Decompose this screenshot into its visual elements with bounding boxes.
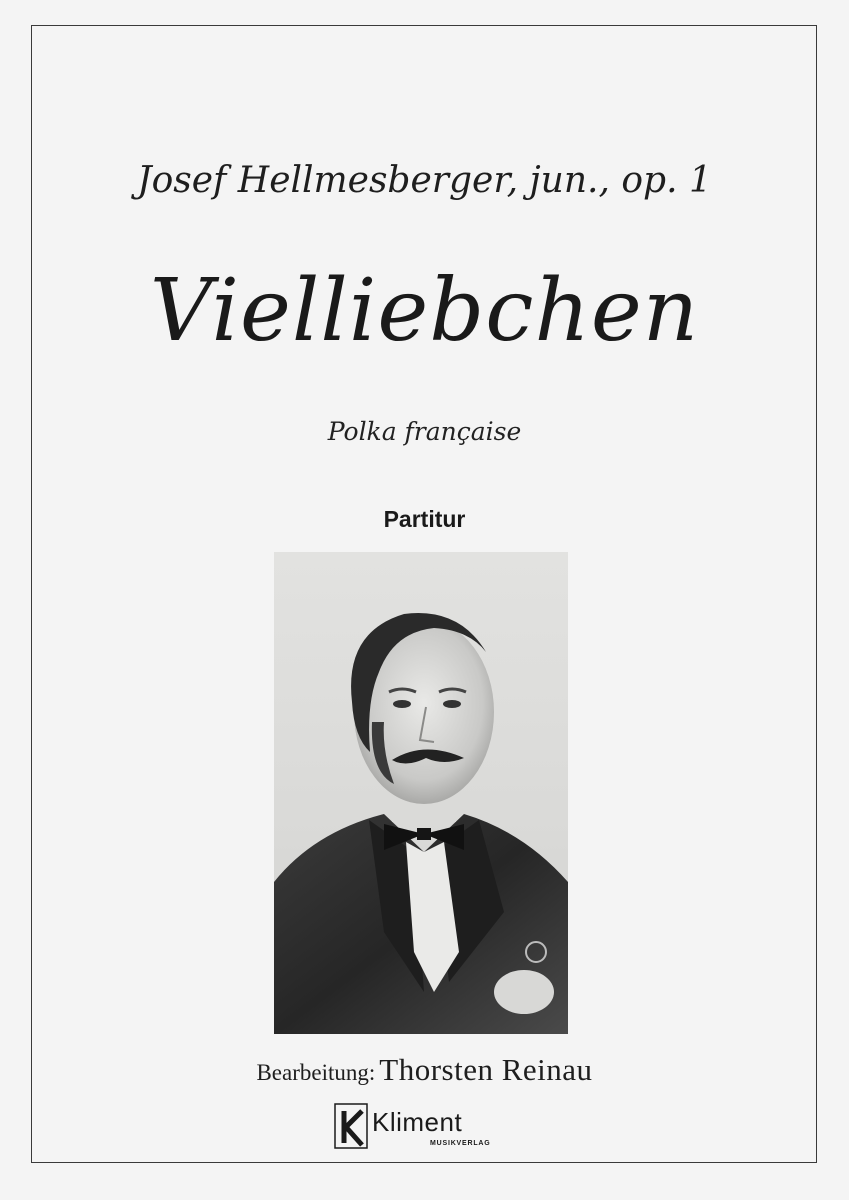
arranger-name: Thorsten Reinau — [379, 1052, 593, 1087]
score-label: Partitur — [383, 506, 466, 532]
arrangement-label: Bearbeitung: — [256, 1060, 376, 1085]
work-subtitle: Polka française — [327, 417, 522, 446]
work-title: Vielliebchen — [149, 261, 700, 361]
arrangement-credit — [0, 1052, 849, 1088]
publisher-name: Kliment — [372, 1107, 463, 1137]
publisher-tagline: MUSIKVERLAG — [430, 1140, 491, 1147]
composer-portrait-photo — [274, 552, 568, 1034]
kliment-k-logo-icon — [334, 1103, 368, 1149]
composer-line: Josef Hellmesberger, jun., op. 1 — [137, 160, 712, 201]
portrait-illustration — [274, 552, 568, 1034]
publisher-logo — [334, 1103, 514, 1151]
